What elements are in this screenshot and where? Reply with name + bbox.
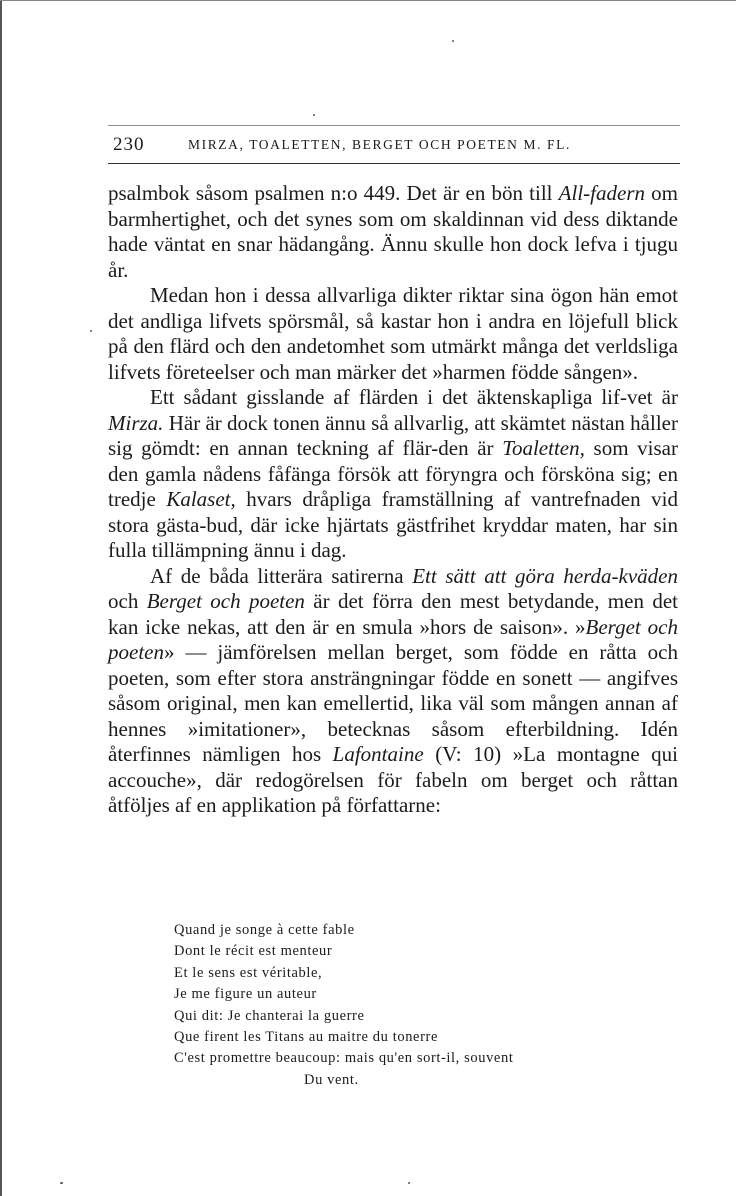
paper-speck: [313, 114, 315, 116]
italic-title-text: Mirza.: [108, 410, 164, 435]
body-text: [108, 181, 678, 819]
paragraph-text: som visar den gamla nådens fåfänga försök att föryngra och försköna sig; en tredje: [108, 436, 678, 511]
italic-title-text: All-fadern: [558, 181, 645, 205]
header-rule-bottom: [108, 163, 680, 164]
paper-speck: [60, 1182, 63, 1184]
paragraph-text: » — jämförelsen mellan berget, som födde en råtta och poeten, som efter stora ansträngningar födde en sonett — angifves såsom original, men kan emellertid, lika väl som mången annan af hennes »imitationer», betecknas såsom efterbildning. Idén återfinnes nämligen hos: [108, 640, 678, 766]
paragraph-text: psalmbok såsom psalmen n:o 449. Det är en bön till: [108, 181, 559, 205]
page-scan-edge-left: [0, 0, 2, 1196]
poem-quotation: [174, 920, 513, 1091]
paragraph-p1: [108, 181, 678, 283]
paragraph-p3: [108, 385, 678, 564]
paragraph-text: Medan hon i dessa allvarliga dikter riktar sina ögon hän emot det andliga lifvets spörsmål, så kastar hon i andra en löjefull blick på den flärd och den andetomhet som utmärkt många det verldsliga lifvets företeelser och man märker det »harmen födde sången».: [108, 283, 678, 384]
poem-line: Je me figure un auteur: [174, 986, 317, 1003]
poem-line: Qui dit: Je chanterai la guerre: [174, 1007, 365, 1024]
paragraph-text: Här är dock tonen ännu så allvarlig, att skämtet nästan håller sig gömdt: en annan teckning af flär-den är: [108, 410, 678, 460]
paragraph-text: är det förra den mest betydande, men det kan icke nekas, att den är en smula »hors de saison». »: [108, 589, 678, 639]
paper-speck: [90, 330, 92, 332]
italic-title-text: Lafontaine: [332, 742, 424, 766]
poem-line: C'est promettre beaucoup: mais qu'en sort-il, souvent: [174, 1050, 514, 1067]
italic-title-text: Ett sätt att göra herda-kväden: [412, 563, 678, 588]
paragraph-text: hvars dråpliga framställning af vantrefnaden vid stora gästa-bud, där icke hjärtats gästfrihet kryddar maten, har sin fulla tillämpning ännu i dag.: [108, 487, 678, 562]
page-header: [110, 134, 680, 156]
paragraph-p4: [108, 564, 678, 819]
paragraph-text: Ett sådant gisslande af flärden i det äktenskapliga lif-vet är: [150, 385, 678, 409]
paragraph-p2: [108, 283, 678, 385]
paper-speck: [452, 40, 454, 42]
italic-title-text: Kalaset,: [166, 487, 236, 511]
page-number: 230: [113, 134, 145, 155]
poem-line: Que firent les Titans au maitre du tonerre: [174, 1029, 438, 1046]
paragraph-text: Af de båda litterära satirerna: [150, 563, 413, 588]
paragraph-text: (V: 10) »La montagne qui accouche», där redogörelsen för fabeln om berget och råttan åtföljes af en applikation på författarne:: [108, 742, 678, 817]
italic-title-text: Toaletten,: [502, 436, 585, 460]
italic-title-text: Berget och poeten: [146, 589, 305, 613]
paragraph-text: och: [108, 589, 147, 613]
italic-title-text: Berget och poeten: [108, 614, 678, 664]
poem-line: Et le sens est véritable,: [174, 964, 323, 981]
poem-final-line: Du vent.: [304, 1071, 359, 1088]
header-rule-top: [108, 125, 680, 126]
poem-line: Dont le récit est menteur: [174, 943, 333, 960]
page-scan-edge-top: [0, 0, 736, 1]
paragraph-text: om barmhertighet, och det synes som om skaldinnan vid dess diktande hade väntat en snar hädangång. Ännu skulle hon dock lefva i tjugu år.: [108, 181, 678, 282]
poem-line: Quand je songe à cette fable: [174, 922, 355, 938]
running-head: MIRZA, TOALETTEN, BERGET OCH POETEN M. FL.: [188, 137, 571, 152]
paper-speck: [408, 1182, 410, 1184]
